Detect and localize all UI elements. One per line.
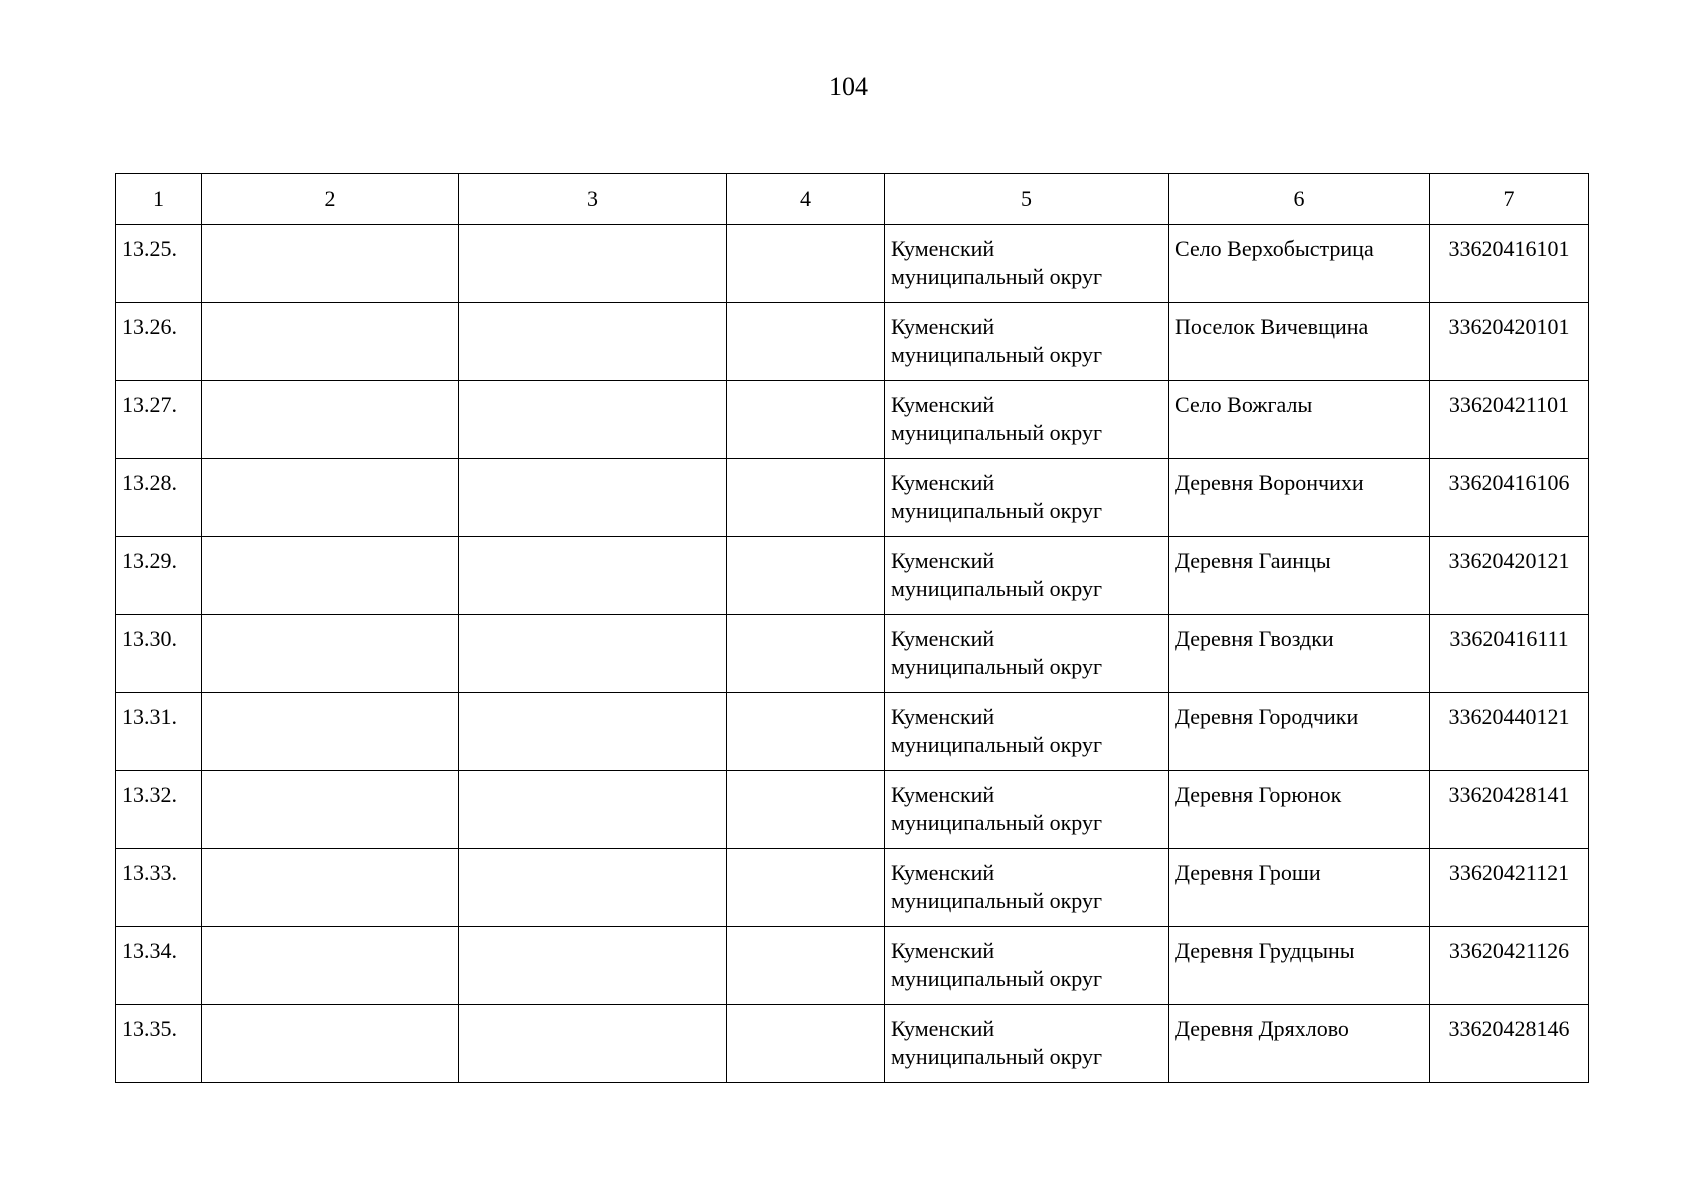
column-2-cell: [202, 615, 459, 693]
column-4-cell: [727, 1005, 885, 1083]
district-type-line: муниципальный округ: [891, 576, 1103, 601]
district-type-line: муниципальный округ: [891, 264, 1103, 289]
settlement-cell: Деревня Грудцыны: [1169, 927, 1430, 1005]
column-4-cell: [727, 693, 885, 771]
district-cell: [885, 1005, 1169, 1083]
table-header-row: [116, 174, 1589, 225]
column-4-cell: [727, 849, 885, 927]
district-cell: [885, 225, 1169, 303]
table-body: [116, 225, 1589, 1083]
oktmo-code-cell: 33620421126: [1430, 927, 1589, 1005]
table-row: [116, 927, 1589, 1005]
row-number-cell: 13.28.: [116, 459, 202, 537]
oktmo-code-cell: 33620421121: [1430, 849, 1589, 927]
column-4-cell: [727, 537, 885, 615]
oktmo-code-cell: 33620416101: [1430, 225, 1589, 303]
district-cell: [885, 693, 1169, 771]
column-2-cell: [202, 225, 459, 303]
column-header: 5: [885, 174, 1169, 225]
column-2-cell: [202, 381, 459, 459]
column-3-cell: [459, 693, 727, 771]
table-row: [116, 615, 1589, 693]
settlement-cell: Деревня Городчики: [1169, 693, 1430, 771]
settlement-cell: Деревня Гвоздки: [1169, 615, 1430, 693]
column-3-cell: [459, 771, 727, 849]
settlement-cell: Деревня Ворончихи: [1169, 459, 1430, 537]
district-type-line: муниципальный округ: [891, 732, 1103, 757]
column-header: 2: [202, 174, 459, 225]
column-2-cell: [202, 537, 459, 615]
table-row: [116, 1005, 1589, 1083]
table-row: [116, 459, 1589, 537]
column-4-cell: [727, 771, 885, 849]
column-header: 1: [116, 174, 202, 225]
row-number-cell: 13.32.: [116, 771, 202, 849]
table-row: [116, 303, 1589, 381]
oktmo-code-cell: 33620420101: [1430, 303, 1589, 381]
column-2-cell: [202, 849, 459, 927]
oktmo-code-cell: 33620428141: [1430, 771, 1589, 849]
district-name-line: Куменский: [891, 236, 995, 261]
district-cell: [885, 537, 1169, 615]
district-name-line: Куменский: [891, 1016, 995, 1041]
row-number-cell: 13.31.: [116, 693, 202, 771]
district-type-line: муниципальный округ: [891, 888, 1103, 913]
district-type-line: муниципальный округ: [891, 1044, 1103, 1069]
column-3-cell: [459, 1005, 727, 1083]
oktmo-code-cell: 33620416106: [1430, 459, 1589, 537]
column-4-cell: [727, 303, 885, 381]
table-header: [116, 174, 1589, 225]
settlement-cell: Поселок Вичевщина: [1169, 303, 1430, 381]
column-2-cell: [202, 771, 459, 849]
row-number-cell: 13.35.: [116, 1005, 202, 1083]
settlement-cell: Деревня Гроши: [1169, 849, 1430, 927]
table-row: [116, 537, 1589, 615]
district-cell: [885, 927, 1169, 1005]
district-cell: [885, 303, 1169, 381]
district-cell: [885, 771, 1169, 849]
column-3-cell: [459, 225, 727, 303]
table-row: [116, 693, 1589, 771]
row-number-cell: 13.30.: [116, 615, 202, 693]
district-cell: [885, 849, 1169, 927]
column-4-cell: [727, 615, 885, 693]
column-header: 7: [1430, 174, 1589, 225]
district-type-line: муниципальный округ: [891, 498, 1103, 523]
column-2-cell: [202, 303, 459, 381]
district-name-line: Куменский: [891, 470, 995, 495]
district-name-line: Куменский: [891, 938, 995, 963]
district-type-line: муниципальный округ: [891, 342, 1103, 367]
oktmo-code-cell: 33620420121: [1430, 537, 1589, 615]
column-4-cell: [727, 927, 885, 1005]
row-number-cell: 13.33.: [116, 849, 202, 927]
row-number-cell: 13.27.: [116, 381, 202, 459]
district-name-line: Куменский: [891, 860, 995, 885]
settlement-cell: Деревня Горюнок: [1169, 771, 1430, 849]
column-4-cell: [727, 225, 885, 303]
column-3-cell: [459, 615, 727, 693]
page-number: 104: [829, 72, 868, 101]
column-3-cell: [459, 927, 727, 1005]
row-number-cell: 13.34.: [116, 927, 202, 1005]
column-3-cell: [459, 381, 727, 459]
column-header: 3: [459, 174, 727, 225]
district-cell: [885, 615, 1169, 693]
row-number-cell: 13.29.: [116, 537, 202, 615]
district-name-line: Куменский: [891, 548, 995, 573]
district-name-line: Куменский: [891, 626, 995, 651]
district-name-line: Куменский: [891, 782, 995, 807]
row-number-cell: 13.26.: [116, 303, 202, 381]
column-header: 6: [1169, 174, 1430, 225]
district-type-line: муниципальный округ: [891, 810, 1103, 835]
district-type-line: муниципальный округ: [891, 966, 1103, 991]
table-row: [116, 849, 1589, 927]
column-3-cell: [459, 537, 727, 615]
row-number-cell: 13.25.: [116, 225, 202, 303]
oktmo-code-cell: 33620421101: [1430, 381, 1589, 459]
column-2-cell: [202, 459, 459, 537]
column-2-cell: [202, 927, 459, 1005]
column-3-cell: [459, 849, 727, 927]
district-type-line: муниципальный округ: [891, 420, 1103, 445]
settlements-table: [115, 173, 1589, 1083]
column-4-cell: [727, 459, 885, 537]
column-2-cell: [202, 1005, 459, 1083]
oktmo-code-cell: 33620428146: [1430, 1005, 1589, 1083]
table-row: [116, 381, 1589, 459]
table-row: [116, 225, 1589, 303]
column-2-cell: [202, 693, 459, 771]
column-3-cell: [459, 303, 727, 381]
column-header: 4: [727, 174, 885, 225]
settlement-cell: Деревня Гаинцы: [1169, 537, 1430, 615]
district-name-line: Куменский: [891, 392, 995, 417]
district-name-line: Куменский: [891, 704, 995, 729]
district-cell: [885, 381, 1169, 459]
district-type-line: муниципальный округ: [891, 654, 1103, 679]
oktmo-code-cell: 33620416111: [1430, 615, 1589, 693]
column-4-cell: [727, 381, 885, 459]
column-3-cell: [459, 459, 727, 537]
district-cell: [885, 459, 1169, 537]
table-row: [116, 771, 1589, 849]
oktmo-code-cell: 33620440121: [1430, 693, 1589, 771]
settlement-cell: Село Верхобыстрица: [1169, 225, 1430, 303]
district-name-line: Куменский: [891, 314, 995, 339]
settlement-cell: Село Вожгалы: [1169, 381, 1430, 459]
settlement-cell: Деревня Дряхлово: [1169, 1005, 1430, 1083]
